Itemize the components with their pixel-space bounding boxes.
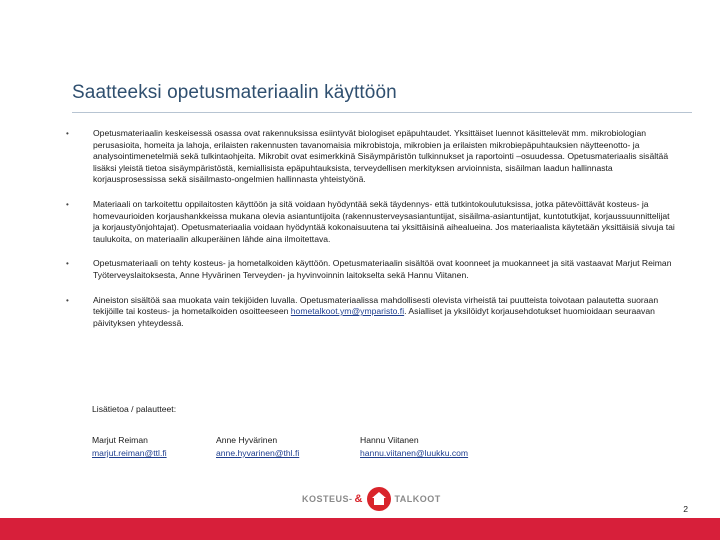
- page-title: Saatteeksi opetusmateriaalin käyttöön: [72, 82, 397, 103]
- contact-name: Hannu Viitanen: [360, 435, 419, 445]
- logo-text-right: TALKOOT: [394, 494, 441, 504]
- footer-bar: [0, 518, 720, 540]
- house-icon: [367, 487, 391, 511]
- page-number: 2: [683, 504, 688, 514]
- list-item: [66, 295, 678, 330]
- contact-name: Marjut Reiman: [92, 435, 148, 445]
- list-item: [66, 128, 678, 186]
- contact-email-link[interactable]: hannu.viitanen@luukku.com: [360, 448, 469, 458]
- title-divider: [72, 112, 692, 113]
- bullet-dot-icon: •: [66, 295, 69, 305]
- bullet-text: Materiaali on tarkoitettu oppilaitosten käyttöön ja sitä voidaan hyödyntää sekä täydennys- että tutkintokoulutuksissa, jotka pätevöittävät kosteus- ja homevaurioiden korjaushankkeissa mukana olevia asiantuntijoita (rakennusterveysasiantuntijat, sisäilma-asiantuntijat, kuntotutkijat, korjaussuunnittelijat ja korjaustyönjohtajat). Opetusmateriaalia voidaan hyödyntää kokonaisuutena tai yksittäisinä aihealueina. Jos materiaalista käytetään yksittäisiä sivuja tai taulukoita, on materiaalin alkuperäinen lähde aina ilmoitettava.: [93, 198, 675, 244]
- kosteus-home-talkoot-logo: [302, 486, 441, 512]
- bullet-text: Opetusmateriaali on tehty kosteus- ja hometalkoiden käyttöön. Opetusmateriaalin sisältöä ovat koonneet ja muokanneet ja sitä vastaavat Marjut Reiman Työterveyslaitoksesta, Anne Hyvärinen Terveyden- ja hyvinvoinnin laitokselta sekä Hannu Viitanen.: [93, 258, 672, 280]
- contacts-row: [92, 434, 510, 460]
- bullet-dot-icon: •: [66, 259, 69, 269]
- bullet-text: [93, 295, 658, 328]
- contact-card: [360, 434, 510, 460]
- bullet-dot-icon: •: [66, 199, 69, 209]
- list-item: [66, 258, 678, 281]
- contact-email-link[interactable]: marjut.reiman@ttl.fi: [92, 448, 167, 458]
- logo-ampersand: &: [354, 493, 363, 505]
- contact-card: [92, 434, 216, 460]
- list-item: [66, 199, 678, 245]
- bullet-text: Opetusmateriaalin keskeisessä osassa ovat rakennuksissa esiintyvät biologiset epäpuhtaudet. Yksittäiset luennot käsittelevät mm. mikrobiologian perusasioita, homeita ja lahoja, erilaisten rakennusten tavanomaisia mikrobistoja, mikrobien ja erilaisten mikrobiepäpuhtauksien näytteenotto- ja analysointimenetelmiä sekä tulkintaohjeita. Mikrobit ovat esimerkkinä Sisäympäristön tulkinnukset ja raportointi –osuudessa. Opetusmateriaalis sisältää lisäksi yleistä tietoa sisäympäristöstä, kemiallisista epäpuhtauksista, terveydellisen merkityksen arvioinnista, sisäilman laadun hallinnasta korjausprosessissa sekä sisäilmasto-ongelmien hallinnasta yhteistyönä.: [93, 128, 669, 185]
- feedback-label: Lisätietoa / palautteet:: [92, 404, 177, 414]
- contact-email-link[interactable]: anne.hyvarinen@thl.fi: [216, 448, 300, 458]
- bullet-text-after: . Asialliset ja yksilöidyt korjausehdotukset huomioidaan seuraavan päivityksen yhteydessä.: [93, 306, 655, 328]
- bullet-text-before: Aineiston sisältöä saa muokata vain tekijöiden luvalla. Opetusmateriaalissa mahdollisesti olevista virheistä tai puutteista toivotaan palautetta suoraan tekijöille tai kosteus- ja hometalkoiden osoitteeseen: [93, 294, 659, 317]
- logo-text-left: KOSTEUS-: [302, 494, 353, 504]
- bullet-list: [66, 128, 678, 342]
- contact-name: Anne Hyvärinen: [216, 435, 278, 445]
- contact-card: [216, 434, 360, 460]
- bullet-dot-icon: •: [66, 129, 69, 138]
- feedback-email-link[interactable]: hometalkoot.ym@ymparisto.fi: [290, 306, 405, 317]
